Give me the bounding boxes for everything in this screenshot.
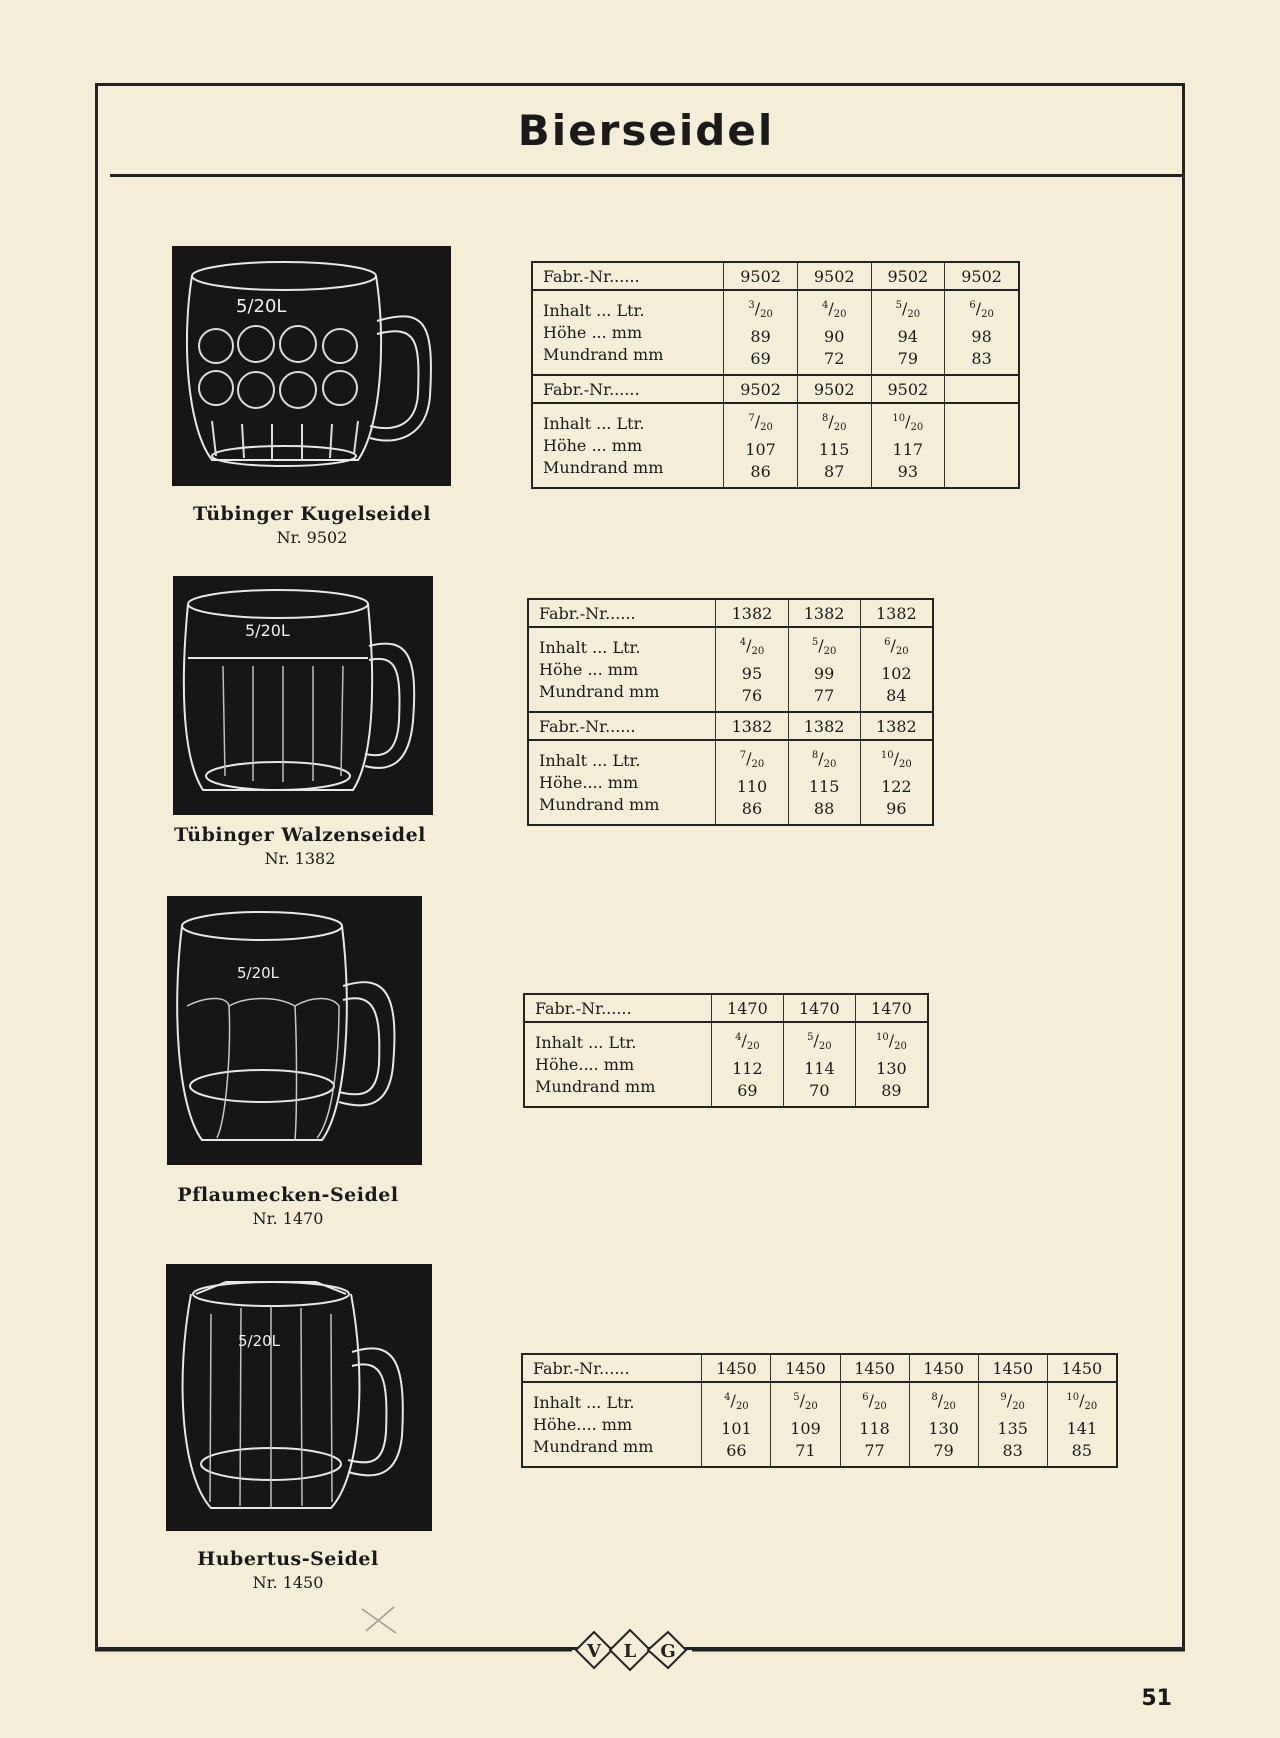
pencil-x-mark xyxy=(360,1605,400,1635)
hoehe-value: 122 xyxy=(881,777,912,796)
inhalt-label: Inhalt ... Ltr. xyxy=(539,750,641,770)
hoehe-label: Höhe.... mm xyxy=(539,772,639,792)
fabr-nr-cell: 9502 xyxy=(724,375,798,403)
spec-value-column xyxy=(871,290,945,375)
kugelseidel-mug-illustration xyxy=(172,246,451,486)
product-nr: Nr. 1382 xyxy=(264,849,336,868)
mundrand-label: Mundrand mm xyxy=(539,681,660,701)
mug-photo-kugelseidel xyxy=(172,246,451,486)
logo-letter-l: L xyxy=(623,1641,637,1662)
inhalt-label: Inhalt ... Ltr. xyxy=(533,1392,635,1412)
spec-values-row xyxy=(528,627,933,712)
mundrand-value: 66 xyxy=(726,1441,747,1460)
hoehe-value: 95 xyxy=(741,664,763,683)
mug-capacity-mark: 5/20L xyxy=(236,296,287,317)
inhalt-value: $^9/_{20}$ xyxy=(1000,1391,1025,1412)
product-nr: Nr. 1470 xyxy=(252,1209,324,1228)
spec-value-column xyxy=(724,403,798,488)
fabr-nr-row xyxy=(524,994,928,1022)
spec-labels xyxy=(528,627,716,712)
hoehe-value: 114 xyxy=(804,1059,835,1078)
mug-capacity-mark: 5/20L xyxy=(238,1332,281,1350)
page-number: 51 xyxy=(1141,1686,1172,1711)
inhalt-value: $^6/_{20}$ xyxy=(884,636,909,657)
fabr-nr-label: Fabr.-Nr...... xyxy=(532,375,724,403)
hoehe-value: 94 xyxy=(897,327,918,346)
mundrand-value: 89 xyxy=(881,1081,902,1100)
fabr-nr-cell: 1450 xyxy=(702,1354,771,1382)
inhalt-value: $^6/_{20}$ xyxy=(862,1391,887,1412)
fabr-nr-cell: 1382 xyxy=(860,712,933,740)
hoehe-label: Höhe ... mm xyxy=(543,322,643,342)
hoehe-value: 110 xyxy=(736,777,768,796)
fabr-nr-cell: 9502 xyxy=(797,262,871,290)
inhalt-value: $^4/_{20}$ xyxy=(724,1391,749,1412)
inhalt-value: $^{10}/_{20}$ xyxy=(875,1031,907,1052)
spec-value-column xyxy=(871,403,945,488)
spec-value-column xyxy=(771,1382,840,1467)
mug-photo-hubertus xyxy=(166,1264,432,1531)
hoehe-label: Höhe.... mm xyxy=(533,1414,633,1434)
inhalt-value: $^4/_{20}$ xyxy=(735,1031,760,1052)
mundrand-value: 77 xyxy=(864,1441,885,1460)
fabr-nr-label: Fabr.-Nr...... xyxy=(528,712,716,740)
spec-labels xyxy=(522,1382,702,1467)
hoehe-value: 112 xyxy=(732,1059,763,1078)
hubertus-mug-illustration xyxy=(166,1264,432,1531)
caption-kugelseidel xyxy=(152,503,472,547)
inhalt-value: $^5/_{20}$ xyxy=(793,1391,818,1412)
inhalt-label: Inhalt ... Ltr. xyxy=(535,1032,637,1052)
mug-photo-walzenseidel xyxy=(173,576,433,815)
inhalt-value: $^{10}/_{20}$ xyxy=(880,749,912,770)
fabr-nr-cell: 1470 xyxy=(855,994,928,1022)
inhalt-value: $^8/_{20}$ xyxy=(811,749,837,770)
fabr-nr-cell: 1382 xyxy=(788,599,860,627)
fabr-nr-label: Fabr.-Nr...... xyxy=(528,599,716,627)
hoehe-label: Höhe.... mm xyxy=(535,1054,635,1074)
spec-value-column xyxy=(855,1022,928,1107)
hoehe-value: 115 xyxy=(808,777,840,796)
inhalt-value: $^5/_{20}$ xyxy=(807,1031,832,1052)
product-nr: Nr. 1450 xyxy=(252,1573,324,1592)
logo-letter-g: G xyxy=(660,1641,676,1662)
inhalt-value: $^5/_{20}$ xyxy=(811,636,837,657)
hoehe-label: Höhe ... mm xyxy=(543,435,643,455)
hoehe-value: 141 xyxy=(1066,1419,1098,1438)
caption-hubertus xyxy=(128,1548,448,1592)
hoehe-value: 130 xyxy=(928,1419,959,1438)
logo-letter-v: V xyxy=(587,1641,601,1662)
fabr-nr-cell xyxy=(945,375,1019,403)
hoehe-value: 98 xyxy=(971,327,992,346)
mundrand-value: 86 xyxy=(741,799,763,818)
fabr-nr-cell: 1382 xyxy=(716,599,788,627)
mundrand-value: 83 xyxy=(1002,1441,1023,1460)
hoehe-value: 102 xyxy=(881,664,912,683)
mundrand-value: 70 xyxy=(809,1081,830,1100)
inhalt-value: $^{10}/_{20}$ xyxy=(1066,1391,1098,1412)
spec-labels xyxy=(524,1022,711,1107)
mundrand-value: 76 xyxy=(741,686,763,705)
inhalt-value: $^3/_{20}$ xyxy=(748,299,773,320)
hoehe-label: Höhe ... mm xyxy=(539,659,639,679)
mundrand-label: Mundrand mm xyxy=(533,1436,654,1456)
spec-value-column xyxy=(724,290,798,375)
fabr-nr-cell: 1382 xyxy=(716,712,788,740)
product-name: Tübinger Kugelseidel xyxy=(193,503,431,525)
fabr-nr-row xyxy=(522,1354,1117,1382)
hoehe-value: 99 xyxy=(813,664,835,683)
inhalt-value: $^4/_{20}$ xyxy=(739,636,765,657)
mundrand-value: 93 xyxy=(897,462,918,481)
spec-value-column xyxy=(909,1382,978,1467)
mundrand-value: 87 xyxy=(824,462,845,481)
mundrand-label: Mundrand mm xyxy=(543,457,664,477)
spec-value-column xyxy=(788,740,860,825)
mundrand-value: 79 xyxy=(933,1441,954,1460)
spec-value-column xyxy=(716,627,788,712)
product-name: Hubertus-Seidel xyxy=(197,1548,379,1570)
spec-value-column xyxy=(797,290,871,375)
fabr-nr-label: Fabr.-Nr...... xyxy=(524,994,711,1022)
pflaumecken-mug-illustration xyxy=(167,896,422,1165)
fabr-nr-row xyxy=(528,712,933,740)
fabr-nr-cell: 1450 xyxy=(840,1354,909,1382)
spec-values-row xyxy=(532,403,1019,488)
fabr-nr-label: Fabr.-Nr...... xyxy=(522,1354,702,1382)
hoehe-value: 118 xyxy=(859,1419,890,1438)
product-nr: Nr. 9502 xyxy=(276,528,348,547)
inhalt-value: $^5/_{20}$ xyxy=(895,299,921,320)
mundrand-value: 86 xyxy=(750,462,771,481)
inhalt-value: $^4/_{20}$ xyxy=(821,299,847,320)
fabr-nr-cell: 9502 xyxy=(945,262,1019,290)
spec-value-column xyxy=(797,403,871,488)
page-title: Bierseidel xyxy=(517,105,775,155)
inhalt-label: Inhalt ... Ltr. xyxy=(543,413,645,433)
spec-value-column xyxy=(840,1382,909,1467)
spec-value-column xyxy=(783,1022,855,1107)
spec-value-column xyxy=(788,627,860,712)
spec-table-1450 xyxy=(521,1353,1118,1468)
spec-labels xyxy=(532,290,724,375)
hoehe-value: 107 xyxy=(745,440,776,459)
footer-rule xyxy=(95,1648,1185,1652)
title-bar xyxy=(110,86,1182,177)
spec-value-column xyxy=(945,403,1019,488)
spec-values-row xyxy=(532,290,1019,375)
spec-table-1470 xyxy=(523,993,929,1108)
fabr-nr-cell: 9502 xyxy=(871,262,945,290)
fabr-nr-label: Fabr.-Nr...... xyxy=(532,262,724,290)
fabr-nr-row xyxy=(528,599,933,627)
mundrand-label: Mundrand mm xyxy=(543,344,664,364)
mundrand-value: 77 xyxy=(813,686,835,705)
inhalt-label: Inhalt ... Ltr. xyxy=(539,637,641,657)
inhalt-label: Inhalt ... Ltr. xyxy=(543,300,645,320)
fabr-nr-cell: 1470 xyxy=(783,994,855,1022)
mundrand-value: 79 xyxy=(897,349,918,368)
hoehe-value: 101 xyxy=(721,1419,752,1438)
hoehe-value: 109 xyxy=(790,1419,821,1438)
hoehe-value: 90 xyxy=(824,327,845,346)
caption-pflaumecken xyxy=(128,1184,448,1228)
mundrand-value: 83 xyxy=(971,349,992,368)
spec-values-row xyxy=(522,1382,1117,1467)
fabr-nr-cell: 1382 xyxy=(788,712,860,740)
product-name: Tübinger Walzenseidel xyxy=(174,824,426,846)
spec-value-column xyxy=(1047,1382,1117,1467)
fabr-nr-cell: 1450 xyxy=(978,1354,1047,1382)
hoehe-value: 89 xyxy=(750,327,771,346)
spec-values-row xyxy=(528,740,933,825)
spec-value-column xyxy=(860,627,933,712)
spec-value-column xyxy=(945,290,1019,375)
mundrand-value: 69 xyxy=(750,349,771,368)
fabr-nr-cell: 9502 xyxy=(797,375,871,403)
fabr-nr-cell: 9502 xyxy=(724,262,798,290)
spec-value-column xyxy=(702,1382,771,1467)
mundrand-label: Mundrand mm xyxy=(539,794,660,814)
fabr-nr-cell: 1382 xyxy=(860,599,933,627)
spec-value-column xyxy=(716,740,788,825)
product-name: Pflaumecken-Seidel xyxy=(177,1184,399,1206)
fabr-nr-cell: 9502 xyxy=(871,375,945,403)
caption-walzenseidel xyxy=(140,824,460,868)
walzenseidel-mug-illustration xyxy=(173,576,433,815)
spec-table-9502 xyxy=(531,261,1020,489)
inhalt-value: $^6/_{20}$ xyxy=(969,299,994,320)
fabr-nr-cell: 1450 xyxy=(1047,1354,1117,1382)
inhalt-value: $^7/_{20}$ xyxy=(739,749,765,770)
fabr-nr-cell: 1450 xyxy=(909,1354,978,1382)
hoehe-value: 117 xyxy=(892,440,924,459)
mug-capacity-mark: 5/20L xyxy=(245,621,290,640)
fabr-nr-cell: 1450 xyxy=(771,1354,840,1382)
inhalt-value: $^{10}/_{20}$ xyxy=(892,412,924,433)
mundrand-value: 71 xyxy=(795,1441,816,1460)
hoehe-value: 130 xyxy=(876,1059,907,1078)
mundrand-value: 84 xyxy=(886,686,907,705)
fabr-nr-cell: 1470 xyxy=(711,994,783,1022)
spec-value-column xyxy=(978,1382,1047,1467)
mundrand-value xyxy=(951,457,1012,479)
hoehe-value: 115 xyxy=(818,440,850,459)
spec-table-1382 xyxy=(527,598,934,826)
mundrand-value: 96 xyxy=(886,799,907,818)
hoehe-value: 135 xyxy=(997,1419,1028,1438)
inhalt-value: $^7/_{20}$ xyxy=(748,412,773,433)
inhalt-value: $^8/_{20}$ xyxy=(821,412,847,433)
mundrand-value: 69 xyxy=(737,1081,758,1100)
mundrand-label: Mundrand mm xyxy=(535,1076,656,1096)
spec-values-row xyxy=(524,1022,928,1107)
mug-capacity-mark: 5/20L xyxy=(237,964,280,982)
inhalt-value: $^8/_{20}$ xyxy=(931,1391,956,1412)
spec-labels xyxy=(528,740,716,825)
spec-value-column xyxy=(860,740,933,825)
inhalt-value xyxy=(951,413,1012,435)
mundrand-value: 72 xyxy=(824,349,845,368)
mundrand-value: 85 xyxy=(1071,1441,1093,1460)
fabr-nr-row xyxy=(532,375,1019,403)
hoehe-value xyxy=(951,435,1012,457)
spec-labels xyxy=(532,403,724,488)
mug-photo-pflaumecken xyxy=(167,896,422,1165)
fabr-nr-row xyxy=(532,262,1019,290)
mundrand-value: 88 xyxy=(813,799,835,818)
spec-value-column xyxy=(711,1022,783,1107)
